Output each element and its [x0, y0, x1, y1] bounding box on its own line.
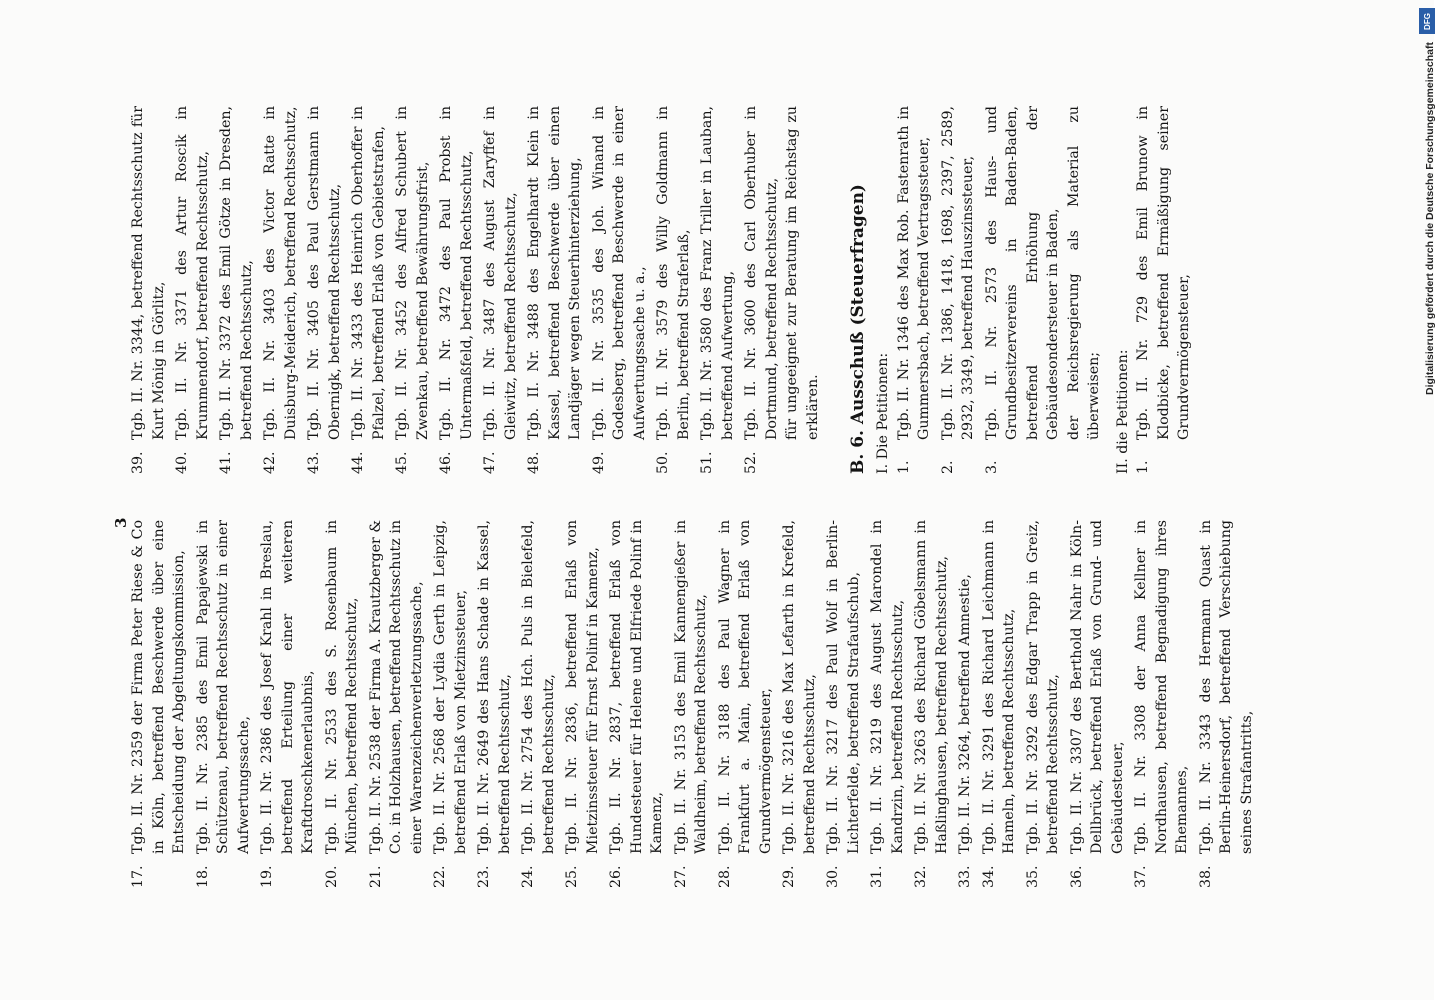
entry-text: Tgb. II. Nr. 3488 des Engelhardt Klein in Kassel, betreffend Beschwerde über einen Landjäger wegen Steuerhinterziehung,	[526, 106, 583, 440]
petition-entry	[392, 106, 433, 474]
entry-number: 44.	[350, 451, 366, 474]
section-i-closing: der Reichsregierung als Material zu überweisen;	[1065, 106, 1102, 440]
entry-text: Tgb. II. Nr. 2573 des Haus- und Grundbesitzervereins in Baden-Baden, betreffend Erhöhung der Gebäudesondersteuer in Baden,	[983, 106, 1061, 440]
entry-text: Tgb. II. Nr. 3291 des Richard Leichmann in Hameln, betreffend Rechtsschutz,	[980, 520, 1017, 854]
closing-text: für ungeeignet zur Beratung im Reichstag zu erklären.	[784, 106, 821, 440]
entry-number: 43.	[306, 451, 322, 474]
entry-text: Tgb. II. Nr. 3216 des Max Lefarth in Krefeld, betreffend Rechtsschutz,	[781, 520, 818, 854]
entry-text: Tgb. II. Nr. 3188 des Paul Wagner in Frankfurt a. Main, betreffend Erlaß von Grundvermögensteuer,	[716, 520, 774, 854]
entry-number: 29.	[781, 865, 797, 888]
petition-entry	[172, 106, 213, 474]
entry-text: Tgb. II. Nr. 2538 der Firma A. Krautzberger & Co. in Holzhausen, betreffend Rechtsschutz in einer Warenzeichenverletzungssache,	[367, 520, 425, 854]
section-i-entry	[894, 106, 935, 474]
entry-number: 30.	[825, 865, 841, 888]
petition-entry	[653, 106, 694, 474]
right-column	[128, 106, 1288, 474]
dfg-logo-text: DFG	[1422, 12, 1432, 30]
petition-entry	[366, 520, 428, 888]
entry-number: 26.	[608, 865, 624, 888]
entry-number: 38.	[1197, 865, 1214, 888]
entry-number: 39.	[130, 451, 146, 474]
entry-text: Tgb. II. Nr. 2385 des Emil Papajewski in Schützenau, betreffend Rechtsschutz in einer Aufwertungssache,	[194, 520, 252, 854]
entry-text: Tgb. II. Nr. 3487 des August Zaryffef in Gleiwitz, betreffend Rechtsschutz,	[482, 106, 519, 440]
entry-text: Tgb. II. Nr. 2359 der Firma Peter Riese & Co in Köln, betreffend Beschwerde über eine Entscheidung der Abgeltungskommission,	[130, 520, 187, 854]
petition-entry	[216, 106, 257, 474]
petition-entry	[474, 520, 515, 888]
petition-entry	[128, 106, 169, 474]
section-heading: B. 6. Ausschuß (Steuerfragen)	[848, 184, 868, 474]
petition-entry	[524, 106, 586, 474]
page-number: 3	[112, 517, 130, 528]
digitization-note: Digitalisierung gefördert durch die Deutsche Forschungsgemeinschaft	[1424, 42, 1436, 395]
entry-number: 25.	[564, 865, 580, 888]
petition-entry	[193, 520, 255, 888]
petition-entry	[1023, 520, 1064, 888]
entry-number: 42.	[262, 451, 278, 474]
section-i-entry	[982, 106, 1064, 474]
petition-entry	[606, 520, 668, 888]
dfg-logo	[1419, 8, 1435, 34]
entry-number: 46.	[438, 451, 454, 474]
entry-text: Tgb. II. Nr. 2836, betreffend Erlaß von Mietzinssteuer für Ernst Polinf in Kamenz,	[564, 520, 601, 854]
entry-text: Tgb. II. Nr. 3433 des Heinrich Oberhoffer in Pfalzel, betreffend Erlaß von Gebietstrafen,	[350, 106, 387, 440]
entry-number: 48.	[526, 451, 542, 474]
petition-entry	[715, 520, 777, 888]
entry-number: 45.	[394, 451, 410, 474]
petition-entry	[671, 520, 712, 888]
petition-entry	[779, 520, 820, 888]
petition-entry	[260, 106, 301, 474]
entry-number: 52.	[743, 451, 759, 474]
entry-text: Tgb. II. Nr. 1346 des Max Rob. Fastenrath in Gummersbach, betreffend Vertragssteuer,	[895, 106, 932, 440]
entry-number: 34.	[980, 865, 997, 888]
section-ii-entry	[1133, 106, 1195, 474]
petition-entry	[430, 520, 471, 888]
entry-text: Tgb. II. Nr. 3372 des Emil Götze in Dresden, betreffend Rechtsschutz,	[218, 106, 255, 440]
entry-text: Tgb. II. Nr. 3264, betreffend Amnestie,	[957, 574, 973, 854]
section-ii-list	[1133, 106, 1195, 474]
section-i-closing-paragraph	[1064, 106, 1105, 474]
entry-text: Tgb. II. Nr. 3472 des Paul Probst in Untermaßfeld, betreffend Rechtsschutz,	[438, 106, 475, 440]
entry-text: Tgb. II. Nr. 3535 des Joh. Winand in Godesberg, betreffend Beschwerde in einer Aufwertungssache u. a.,	[590, 106, 648, 440]
entry-text: Tgb. II. Nr. 3403 des Victor Ratte in Duisburg-Meiderich, betreffend Rechtsschutz,	[262, 106, 299, 440]
petition-entry	[518, 520, 559, 888]
petition-entry	[322, 520, 363, 888]
entry-number: 27.	[672, 865, 689, 888]
entry-number: 47.	[482, 451, 498, 474]
entry-number: 41.	[218, 451, 234, 474]
petition-entry	[741, 106, 782, 474]
petition-entry	[128, 520, 190, 888]
entry-text: Tgb. II. Nr. 2754 des Hch. Puls in Bielefeld, betreffend Rechtsschutz,	[520, 520, 557, 854]
petition-entry	[867, 520, 908, 888]
entry-number: 32.	[913, 865, 929, 888]
entry-text: Tgb. II. Nr. 2649 des Hans Schade in Kassel, betreffend Rechtsschutz,	[476, 520, 513, 854]
petition-entry	[697, 106, 738, 474]
section-i-list	[894, 106, 1064, 474]
entry-text: Tgb. II. Nr. 3371 des Artur Roscik in Krummendorf, betreffend Rechtsschutz,	[174, 106, 211, 440]
entry-text: Tgb. II. Nr. 3344, betreffend Rechtsschutz für Kurt Mönig in Görlitz,	[130, 106, 167, 440]
petition-entry	[589, 106, 651, 474]
entry-number: 40.	[174, 451, 190, 474]
petition-entry	[480, 106, 521, 474]
entry-number: 3.	[983, 460, 1000, 474]
entry-text: Tgb. II. Nr. 3579 des Willy Goldmann in Berlin, betreffend Straferlaß,	[655, 106, 692, 440]
entry-number: 23.	[476, 865, 492, 888]
entry-number: 35.	[1024, 865, 1041, 888]
right-column-entries	[128, 106, 782, 474]
entry-number: 33.	[957, 865, 973, 888]
entry-number: 50.	[655, 451, 671, 474]
petition-entry	[257, 520, 319, 888]
entry-text: Tgb. II. Nr. 3343 des Hermann Quast in Berlin-Heinersdorf, betreffend Verschiebung seines Strafantritts,	[1197, 520, 1255, 854]
entry-number: 21.	[367, 865, 384, 888]
entry-number: 1.	[1135, 460, 1151, 474]
entry-number: 36.	[1068, 865, 1085, 888]
section-ii-label: II. die Petitionen:	[1114, 349, 1131, 474]
entry-text: Tgb. II. Nr. 3292 des Edgar Trapp in Greiz, betreffend Rechtsschutz,	[1024, 520, 1061, 854]
entry-number: 28.	[716, 865, 733, 888]
section-i-label: I. Die Petitionen:	[875, 352, 891, 474]
entry-number: 20.	[323, 865, 340, 888]
petition-entry	[304, 106, 345, 474]
entry-number: 17.	[130, 865, 146, 888]
petition-entry	[911, 520, 952, 888]
entry-text: Tgb. II. Nr. 3405 des Paul Gerstmann in Obernigk, betreffend Rechtsschutz,	[306, 106, 343, 440]
petition-entry	[436, 106, 477, 474]
entry-text: Tgb. II. Nr. 729 des Emil Brunow in Klodbicke, betreffend Ermäßigung seiner Grundvermögensteuer,	[1135, 106, 1192, 440]
petition-entry	[1067, 520, 1129, 888]
petition-entry	[979, 520, 1020, 888]
left-column	[128, 520, 1255, 888]
entry-text: Tgb. II. Nr. 2386 des Josef Krahl in Breslau, betreffend Erteilung einer weiteren Kraftdroschkenerlaubnis,	[259, 520, 316, 854]
entry-text: Tgb. II. Nr. 2837, betreffend Erlaß von Hundesteuer für Helene und Elfriede Polinf in Kamenz,	[608, 520, 665, 854]
entry-text: Tgb. II. Nr. 3452 des Alfred Schubert in Zwenkau, betreffend Bewährungsfrist,	[394, 106, 431, 440]
entry-text: Tgb. II. Nr. 3263 des Richard Göbelsmann in Haßlinghausen, betreffend Rechtsschutz,	[913, 520, 950, 854]
petition-entry	[823, 520, 864, 888]
entry-number: 37.	[1133, 865, 1149, 888]
entry-number: 18.	[194, 865, 211, 888]
petition-entry	[348, 106, 389, 474]
entry-text: Tgb. II. Nr. 3580 des Franz Triller in Lauban, betreffend Aufwertung,	[699, 106, 736, 440]
entry-number: 49.	[590, 451, 607, 474]
entry-text: Tgb. II. Nr. 3219 des August Marondel in Kandrzin, betreffend Rechtsschutz,	[869, 520, 906, 854]
section-i-entry	[938, 106, 979, 474]
petition-entry	[562, 520, 603, 888]
entry-text: Tgb. II. Nr. 3600 des Carl Oberhuber in Dortmund, betreffend Rechtsschutz,	[743, 106, 780, 440]
entry-number: 2.	[939, 460, 956, 474]
petition-entry	[1196, 520, 1258, 888]
entry-number: 24.	[520, 865, 536, 888]
petition-entry	[1131, 520, 1193, 888]
petition-entry	[955, 520, 976, 888]
entry-text: Tgb. II. Nr. 1386, 1418, 1698, 2397, 2589, 2932, 3349, betreffend Hauszinssteuer,	[939, 106, 976, 440]
entry-text: Tgb. II. Nr. 3217 des Paul Wolf in Berlin-Lichterfelde, betreffend Strafaufschub,	[825, 520, 862, 854]
entry-text: Tgb. II. Nr. 3308 der Anna Kellner in Nordhausen, betreffend Begnadigung ihres Ehemannes,	[1133, 520, 1190, 854]
closing-paragraph	[782, 106, 823, 474]
entry-text: Tgb. II. Nr. 3307 des Berthold Nahr in Köln-Dellbrück, betreffend Erlaß von Grund- und Gebäudesteuer,	[1068, 520, 1126, 854]
entry-number: 1.	[895, 460, 912, 474]
entry-number: 22.	[432, 865, 448, 888]
entry-text: Tgb. II. Nr. 3153 des Emil Kannengießer in Waldheim, betreffend Rechtsschutz,	[672, 520, 709, 854]
entry-text: Tgb. II. Nr. 2533 des S. Rosenbaum in München, betreffend Rechtsschutz,	[323, 520, 360, 854]
entry-number: 51.	[699, 451, 715, 474]
entry-text: Tgb. II. Nr. 2568 der Lydia Gerth in Leipzig, betreffend Erlaß von Mietzinssteuer,	[432, 520, 469, 854]
entry-number: 31.	[869, 865, 885, 888]
entry-number: 19.	[259, 865, 275, 888]
